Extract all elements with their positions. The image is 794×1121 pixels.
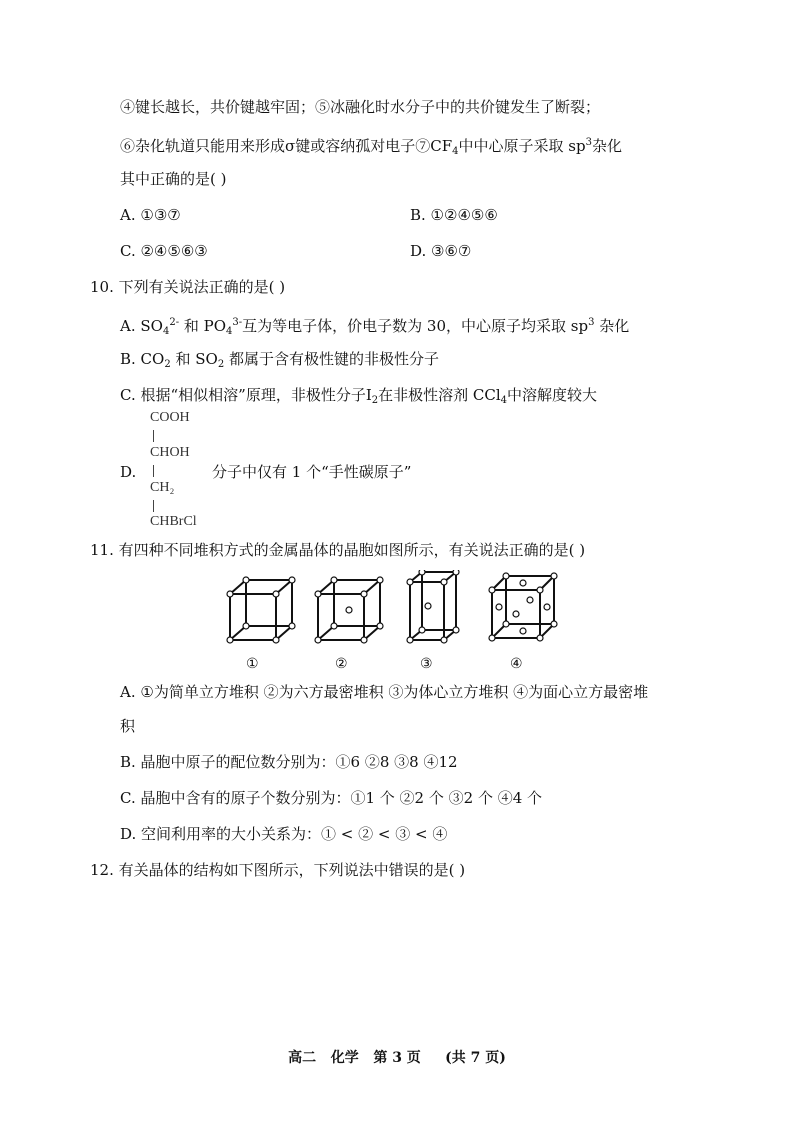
q10-a-u3: 3 — [588, 317, 595, 328]
q9-line-2 — [120, 133, 622, 162]
q10-a-s1: 4 — [162, 326, 170, 337]
q10-a-p2: 和 PO — [179, 317, 227, 335]
q9-line-2-part-a: ⑥杂化轨道只能用来形成σ键或容纳孤对电子⑦CF — [120, 137, 453, 155]
figure-caption-2: ② — [335, 656, 348, 672]
q9-line-2-part-c: 杂化 — [591, 137, 622, 155]
unit-cell-svg — [220, 570, 560, 650]
q10-b-p3: 都属于含有极性键的非极性分子 — [224, 350, 439, 368]
q11-option-a-line-1: A. ①为简单立方堆积 ②为六方最密堆积 ③为体心立方堆积 ④为面心立方最密堆 — [120, 683, 649, 701]
q10-b-p1: B. CO — [120, 350, 165, 368]
q9-line-1: ④键长越长，共价键越牢固；⑤冰融化时水分子中的共价键发生了断裂； — [120, 98, 601, 116]
unit-cell-figure — [220, 570, 560, 654]
figure-caption-4: ④ — [510, 656, 523, 672]
q10-option-d-text: 分子中仅有 1 个“手性碳原子” — [212, 463, 412, 481]
q9-option-d: D. ③⑥⑦ — [410, 242, 472, 260]
q9-line-2-part-b: 中中心原子采取 sp — [458, 137, 586, 155]
molecule-structure — [150, 410, 220, 530]
q10-option-a — [120, 313, 629, 342]
q10-c-p3: 中溶解度较大 — [507, 386, 598, 404]
q10-c-p2: 在非极性溶剂 CCl — [378, 386, 501, 404]
q10-b-p2: 和 SO — [170, 350, 218, 368]
q10-a-p4: 杂化 — [594, 317, 630, 335]
q9-option-b: B. ①②④⑤⑥ — [410, 206, 498, 224]
q10-c-s2: 4 — [500, 395, 508, 406]
q10-c-s1: 2 — [371, 395, 379, 406]
unit-cell-1 — [227, 577, 295, 643]
q11-option-a-line-2: 积 — [120, 717, 136, 735]
molecule-group-1: COOH — [150, 410, 190, 425]
molecule-group-3: CH₂ — [150, 480, 175, 495]
q10-c-p1: C. 根据“相似相溶”原理，非极性分子I — [120, 386, 372, 404]
q10-a-u1: 2- — [169, 317, 180, 328]
q11-stem: 11. 有四种不同堆积方式的金属晶体的晶胞如图所示，有关说法正确的是( ) — [90, 541, 586, 559]
q11-option-d: D. 空间利用率的大小关系为：① < ② < ③ < ④ — [120, 825, 448, 843]
q9-line-2-sup: 3 — [585, 137, 592, 148]
q9-line-2-sub: 4 — [452, 146, 459, 157]
q10-a-p1: A. SO — [120, 317, 163, 335]
page-footer: 高二 化学 第 3 页 (共 7 页) — [288, 1050, 506, 1066]
unit-cell-2 — [315, 577, 383, 643]
q12-stem: 12. 有关晶体的结构如下图所示，下列说法中错误的是( ) — [90, 861, 466, 879]
molecule-group-4: CHBrCl — [150, 514, 197, 529]
figure-caption-3: ③ — [420, 656, 433, 672]
q10-a-s2: 4 — [226, 326, 233, 337]
molecule-group-2: CHOH — [150, 445, 190, 460]
q10-b-s1: 2 — [164, 359, 171, 370]
molecule-bond-1 — [153, 430, 154, 442]
unit-cell-4 — [489, 573, 557, 641]
q9-option-a: A. ①③⑦ — [120, 206, 181, 224]
q9-option-c: C. ②④⑤⑥③ — [120, 242, 208, 260]
q11-option-c: C. 晶胞中含有的原子个数分别为：①1 个 ②2 个 ③2 个 ④4 个 — [120, 789, 543, 807]
q10-option-d-label: D. — [120, 463, 137, 481]
q10-a-p3: 互为等电子体，价电子数为 30，中心原子均采取 sp — [242, 317, 589, 335]
q10-option-b — [120, 349, 439, 375]
q11-option-b: B. 晶胞中原子的配位数分别为：①6 ②8 ③8 ④12 — [120, 753, 458, 771]
q10-b-s2: 2 — [217, 359, 225, 370]
figure-caption-1: ① — [246, 656, 259, 672]
q10-option-c — [120, 385, 597, 411]
q9-prompt: 其中正确的是( ) — [120, 170, 227, 188]
molecule-bond-2 — [153, 465, 154, 477]
q10-stem: 10. 下列有关说法正确的是( ) — [90, 278, 286, 296]
q10-a-u2: 3- — [232, 317, 243, 328]
molecule-bond-3 — [153, 500, 154, 512]
unit-cell-3 — [407, 570, 459, 643]
